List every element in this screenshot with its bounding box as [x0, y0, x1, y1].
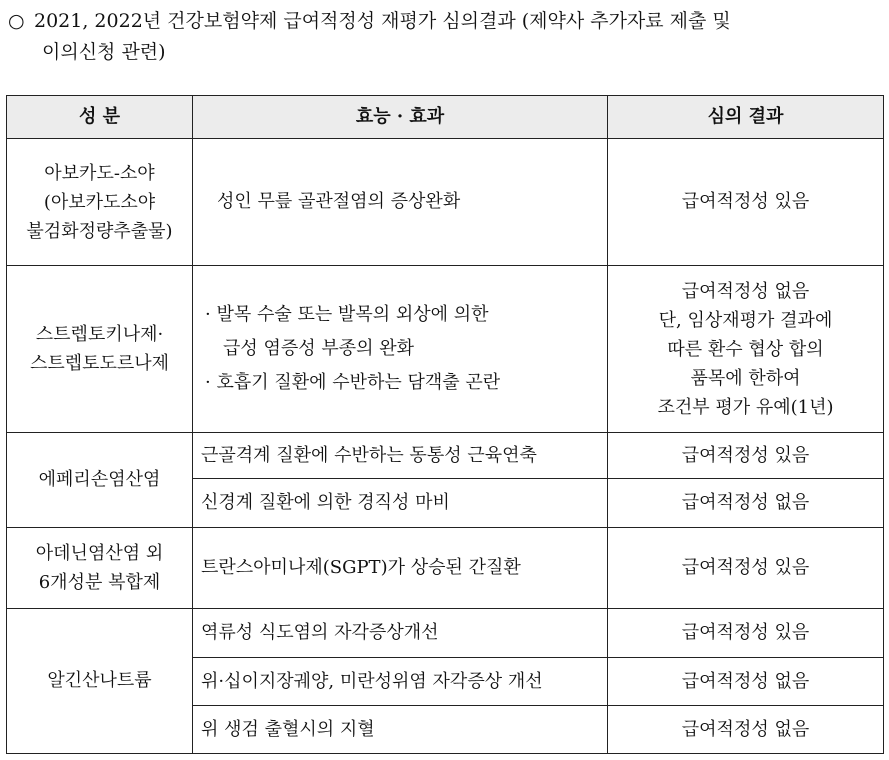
table-row	[7, 528, 884, 609]
result-cell: 급여적정성 없음	[608, 706, 884, 754]
table-row	[7, 139, 884, 266]
ingredient-cell	[7, 266, 193, 433]
effect-cell: 위·십이지장궤양, 미란성위염 자각증상 개선	[193, 658, 608, 706]
result-line: 따른 환수 협상 합의	[667, 338, 824, 360]
result-cell: 급여적정성 있음	[608, 433, 884, 479]
table-row	[7, 609, 884, 658]
review-results-table	[6, 95, 884, 754]
result-cell: 급여적정성 없음	[608, 479, 884, 528]
result-line: 품목에 한하여	[690, 367, 801, 389]
header-result: 심의 결과	[608, 96, 884, 139]
ingredient-line: 불검화정량추출물)	[26, 220, 173, 242]
heading-line-2: 이의신청 관련)	[42, 41, 166, 63]
ingredient-line: 스트렙토키나제·	[35, 324, 164, 345]
effect-line: · 호흡기 질환에 수반하는 담객출 곤란	[205, 372, 501, 393]
result-cell: 급여적정성 없음	[608, 658, 884, 706]
result-line: 단, 임상재평가 결과에	[658, 309, 833, 331]
ingredient-cell: 알긴산나트륨	[7, 609, 193, 754]
effect-cell: 신경계 질환에 의한 경직성 마비	[193, 479, 608, 528]
table-row	[7, 433, 884, 479]
ingredient-line: (아보카도소야	[43, 191, 156, 213]
effect-line: · 발목 수술 또는 발목의 외상에 의한	[205, 304, 489, 325]
effect-cell: 트란스아미나제(SGPT)가 상승된 간질환	[193, 528, 608, 609]
circle-bullet-icon: ○	[8, 10, 25, 32]
effect-cell: 성인 무릎 골관절염의 증상완화	[193, 139, 608, 266]
header-ingredient: 성 분	[7, 96, 193, 139]
result-cell	[608, 266, 884, 433]
header-effect: 효능 · 효과	[193, 96, 608, 139]
table-header-row	[7, 96, 884, 139]
heading-line-1: 2021, 2022년 건강보험약제 급여적정성 재평가 심의결과 (제약사 추가자료 제출 및	[34, 10, 731, 32]
effect-cell	[193, 266, 608, 433]
table-row	[7, 266, 884, 433]
ingredient-cell	[7, 528, 193, 609]
result-cell: 급여적정성 있음	[608, 139, 884, 266]
result-cell: 급여적정성 있음	[608, 609, 884, 658]
ingredient-line: 스트렙토도르나제	[29, 353, 170, 374]
ingredient-line: 아보카도-소야	[44, 162, 155, 184]
effect-cell: 역류성 식도염의 자각증상개선	[193, 609, 608, 658]
result-line: 조건부 평가 유예(1년)	[657, 396, 834, 418]
effect-line: 급성 염증성 부종의 완화	[223, 338, 415, 359]
effect-cell: 근골격계 질환에 수반하는 동통성 근육연축	[193, 433, 608, 479]
ingredient-line: 아데닌염산염 외	[35, 543, 164, 564]
ingredient-cell	[7, 139, 193, 266]
result-cell: 급여적정성 있음	[608, 528, 884, 609]
ingredient-cell: 에페리손염산염	[7, 433, 193, 528]
effect-cell: 위 생검 출혈시의 지혈	[193, 706, 608, 754]
ingredient-line: 6개성분 복합제	[38, 572, 161, 593]
document-heading	[8, 6, 880, 68]
result-line: 급여적정성 없음	[681, 280, 810, 302]
